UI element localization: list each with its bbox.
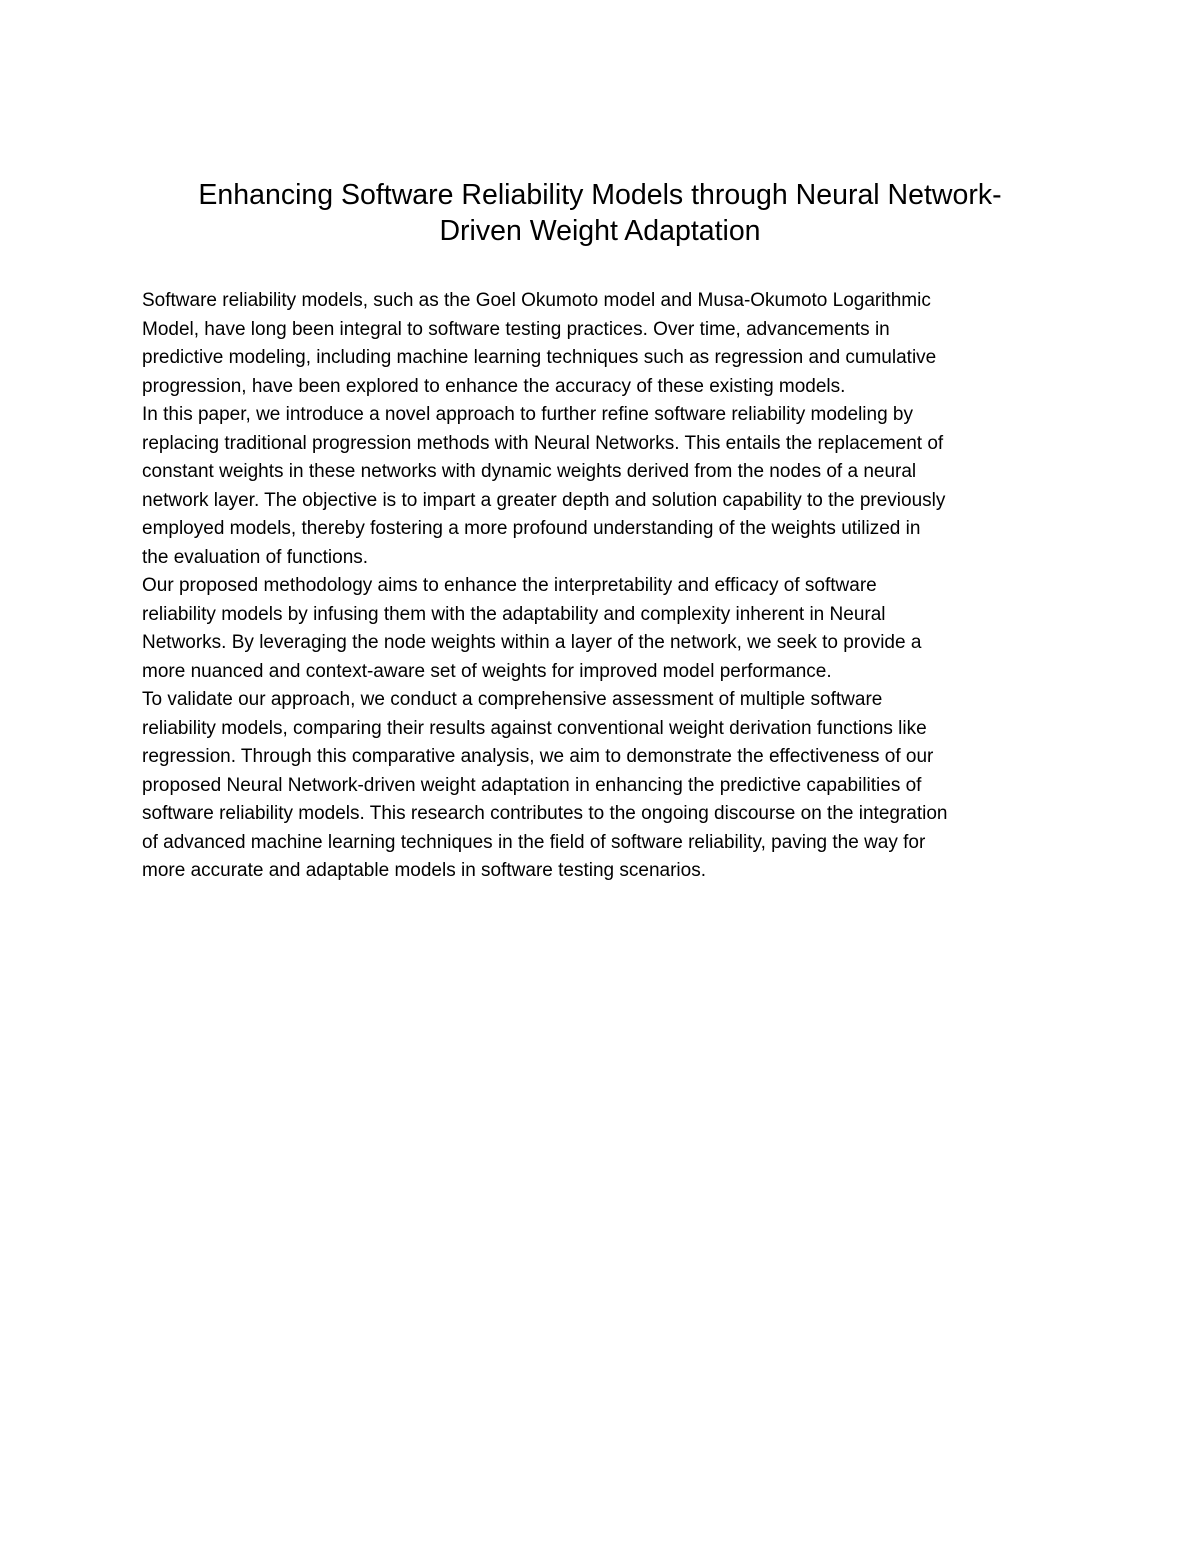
paper-title: [120, 177, 1080, 249]
text-line: network layer. The objective is to impart a greater depth and solution capability to the previously: [142, 489, 946, 511]
text-line: more nuanced and context-aware set of weights for improved model performance.: [142, 660, 832, 682]
text-line: constant weights in these networks with dynamic weights derived from the nodes of a neural: [142, 461, 917, 482]
title-line: Enhancing Software Reliability Models through Neural Network-: [198, 179, 1002, 211]
paragraph-4: [142, 686, 1072, 886]
title-line: Driven Weight Adaptation: [439, 215, 761, 247]
text-line: Our proposed methodology aims to enhance the interpretability and efficacy of software: [142, 575, 877, 596]
text-line: Networks. By leveraging the node weights within a layer of the network, we seek to provide a: [142, 632, 922, 653]
paragraph-1: [142, 287, 1072, 401]
abstract-body: [142, 287, 1072, 886]
text-line: software reliability models. This research contributes to the ongoing discourse on the integration: [142, 803, 948, 824]
text-line: reliability models by infusing them with the adaptability and complexity inherent in Neural: [142, 603, 886, 625]
text-line: To validate our approach, we conduct a comprehensive assessment of multiple software: [142, 689, 883, 710]
text-line: Model, have long been integral to software testing practices. Over time, advancements in: [142, 318, 890, 340]
text-line: predictive modeling, including machine learning techniques such as regression and cumulative: [142, 347, 937, 368]
text-line: of advanced machine learning techniques in the field of software reliability, paving the way for: [142, 831, 926, 853]
text-line: employed models, thereby fostering a more profound understanding of the weights utilized in: [142, 518, 921, 539]
text-line: proposed Neural Network-driven weight adaptation in enhancing the predictive capabilities of: [142, 774, 922, 796]
text-line: progression, have been explored to enhance the accuracy of these existing models.: [142, 375, 846, 397]
text-line: In this paper, we introduce a novel approach to further refine software reliability modeling by: [142, 404, 913, 425]
text-line: reliability models, comparing their results against conventional weight derivation functions like: [142, 717, 927, 739]
paragraph-3: [142, 572, 1072, 686]
text-line: regression. Through this comparative analysis, we aim to demonstrate the effectiveness of our: [142, 746, 934, 767]
text-line: more accurate and adaptable models in software testing scenarios.: [142, 860, 706, 881]
text-line: Software reliability models, such as the Goel Okumoto model and Musa-Okumoto Logarithmic: [142, 290, 931, 311]
paragraph-2: [142, 401, 1072, 572]
text-line: the evaluation of functions.: [142, 546, 369, 568]
text-line: replacing traditional progression methods with Neural Networks. This entails the replacement of: [142, 432, 944, 454]
